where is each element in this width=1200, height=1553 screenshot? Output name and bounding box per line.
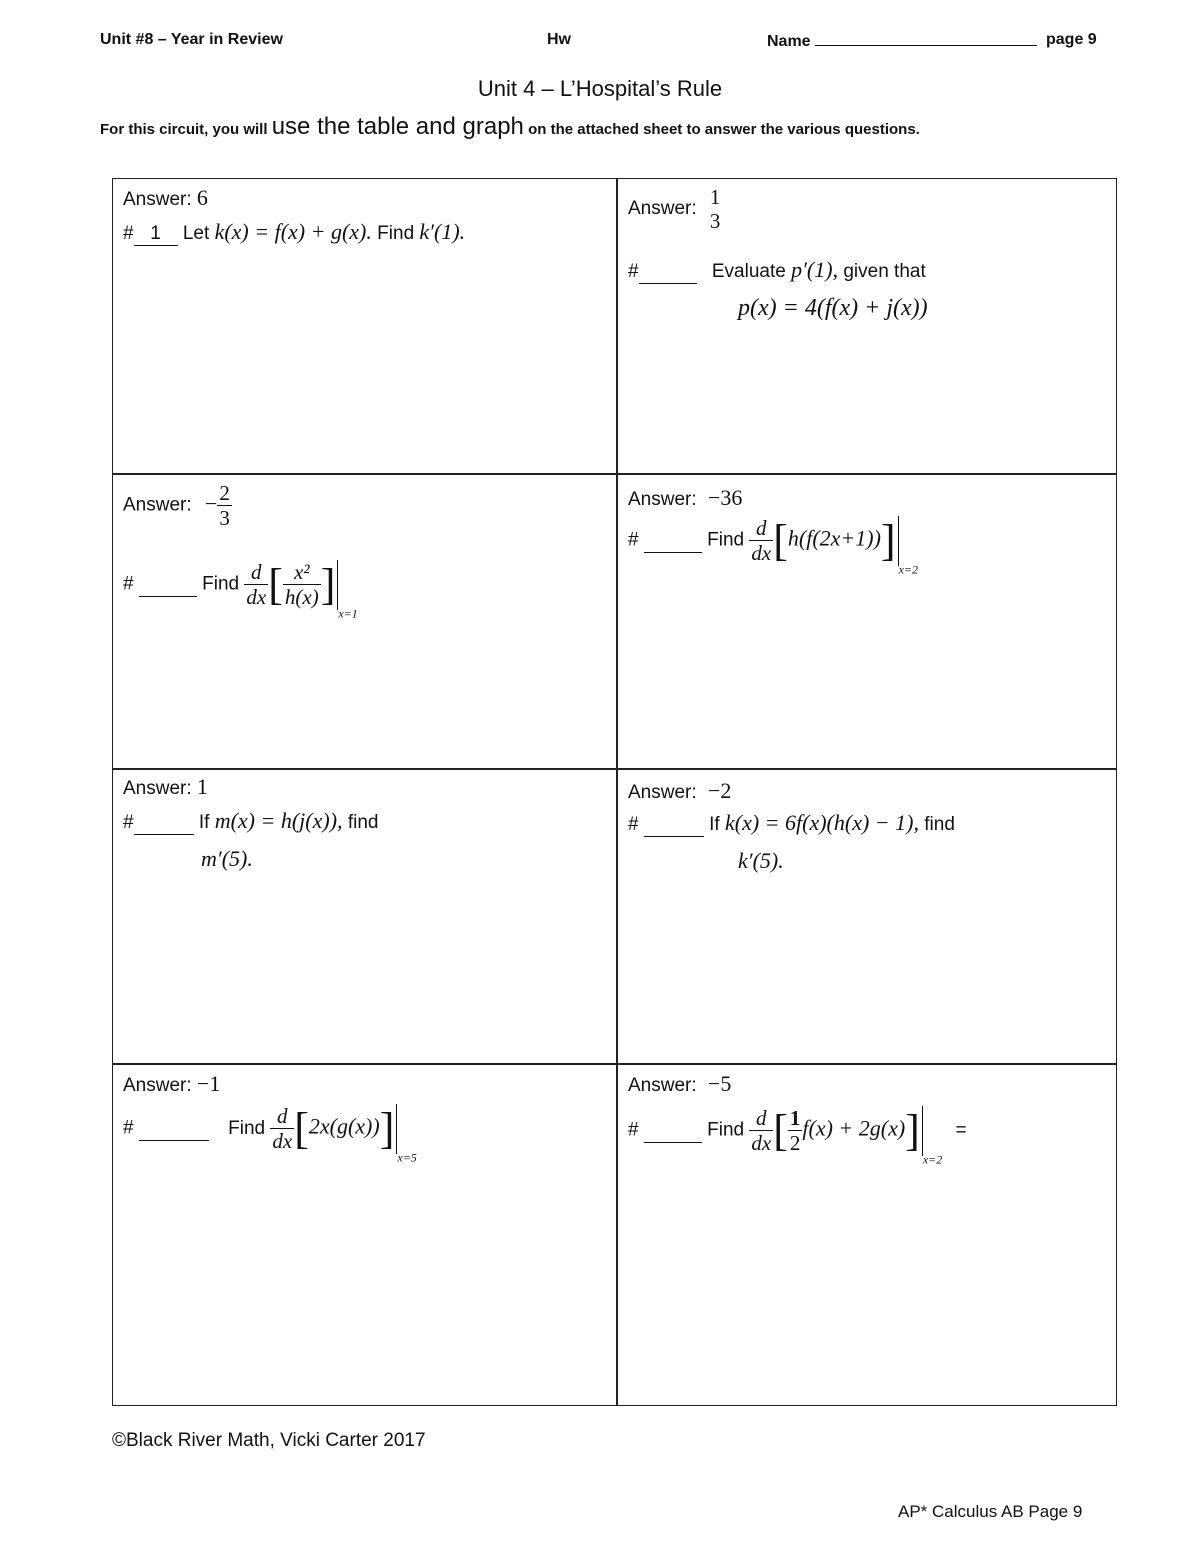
answer-fraction: $\frac{2}{3}$ xyxy=(219,481,230,530)
inner-fraction: $\frac{\text{x²}}{h(x)}$ xyxy=(284,560,319,609)
number-blank[interactable] xyxy=(139,1118,209,1141)
question-text: Find xyxy=(707,1119,745,1141)
question-text-find: find xyxy=(347,812,379,833)
question-text: Find xyxy=(228,1117,266,1139)
header-page: page 9 xyxy=(1046,31,1097,48)
question-text-given: given that xyxy=(843,261,926,282)
circuit-grid xyxy=(112,178,1117,1406)
header-name xyxy=(767,31,1037,51)
evaluation-bar xyxy=(396,1104,397,1154)
number-prefix: # xyxy=(123,573,134,595)
answer-fraction: 1 3 xyxy=(709,185,721,233)
question-row xyxy=(628,1105,967,1168)
answer-label: Answer: xyxy=(123,778,192,799)
question-text: If xyxy=(709,814,720,835)
bracket-close: ] xyxy=(379,1104,395,1153)
answer-label: Answer: xyxy=(628,198,697,220)
instructions-part1: For this circuit, you will xyxy=(100,121,268,138)
evaluation-bar xyxy=(337,560,338,610)
question-expression: k(x) = 6f(x)(h(x) − 1), xyxy=(724,810,919,835)
answer-sign: − xyxy=(204,490,218,516)
instructions-part3: on the attached sheet to answer the various questions. xyxy=(528,121,920,138)
question-target: k′(5). xyxy=(738,848,784,873)
header-unit: Unit #8 – Year in Review xyxy=(100,31,283,48)
derivative-operator: $\frac{d}{dx}$ xyxy=(272,1104,293,1153)
circuit-cell-8 xyxy=(628,1067,1108,1387)
footer: AP* Calculus AB Page 9 xyxy=(898,1502,1083,1521)
evaluation-point: x=2 xyxy=(922,1152,943,1167)
question-target: m′(5). xyxy=(201,846,253,871)
number-blank[interactable] xyxy=(139,574,197,597)
number-blank[interactable] xyxy=(644,1120,702,1143)
question-row xyxy=(123,808,378,835)
answer-row xyxy=(628,485,742,511)
grid-divider-row1 xyxy=(113,473,1116,475)
derivative-operator: $\frac{d}{dx}$ xyxy=(751,1106,772,1155)
question-text-find: Find xyxy=(377,223,415,244)
question-target: k′(1). xyxy=(419,219,466,244)
answer-label: Answer: xyxy=(628,782,697,803)
grid-divider-vertical xyxy=(616,179,618,1405)
circuit-cell-2 xyxy=(628,183,1108,463)
answer-row xyxy=(123,1071,220,1097)
question-text: If xyxy=(198,812,210,833)
number-blank[interactable] xyxy=(639,261,697,284)
evaluation-bar xyxy=(922,1106,923,1156)
question-target-row xyxy=(201,846,253,872)
header-hw: Hw xyxy=(547,31,571,48)
number-prefix: # xyxy=(123,223,134,244)
derivative-operator: $\frac{d}{dx}$ xyxy=(751,516,772,565)
question-row xyxy=(628,515,918,578)
evaluation-bar xyxy=(898,516,899,566)
question-text: Find xyxy=(202,573,240,595)
number-blank[interactable] xyxy=(644,530,702,553)
number-prefix: # xyxy=(628,814,639,835)
question-expression: k(x) = f(x) + g(x). xyxy=(214,219,372,244)
number-prefix: # xyxy=(628,261,639,282)
number-prefix: # xyxy=(123,812,134,833)
page-title: Unit 4 – L’Hospital’s Rule xyxy=(477,76,723,101)
bracket-open: [ xyxy=(773,516,788,565)
number-prefix: # xyxy=(123,1117,134,1139)
question-row xyxy=(123,1103,417,1166)
answer-label: Answer: xyxy=(123,1075,192,1096)
circuit-cell-1 xyxy=(123,183,603,463)
bracket-open: [ xyxy=(268,560,283,609)
instructions-part2: use the table and graph xyxy=(271,113,524,140)
evaluation-point: x=2 xyxy=(898,562,918,577)
inner-expression: h(f(2x+1)) xyxy=(787,525,881,551)
bracket-close: ] xyxy=(880,516,896,565)
question-expression-row xyxy=(738,295,928,322)
inner-expression: 2x(g(x)) xyxy=(308,1113,380,1139)
answer-row xyxy=(123,185,208,211)
number-prefix: # xyxy=(628,529,639,551)
name-blank[interactable] xyxy=(815,31,1037,46)
question-row xyxy=(123,559,358,622)
circuit-cell-3 xyxy=(123,477,603,757)
bracket-close: ] xyxy=(905,1106,920,1155)
answer-value: 6 xyxy=(196,185,208,210)
question-row xyxy=(628,810,955,837)
evaluation-point: x=5 xyxy=(397,1150,417,1165)
derivative-operator: $\frac{d}{dx}$ xyxy=(246,560,267,609)
number-prefix: # xyxy=(628,1119,639,1141)
bracket-open: [ xyxy=(294,1104,309,1153)
answer-value: −36 xyxy=(707,485,743,510)
answer-label: Answer: xyxy=(628,489,697,510)
answer-value: 1 xyxy=(196,774,208,799)
answer-label: Answer: xyxy=(123,494,192,516)
grid-divider-row3 xyxy=(113,1063,1116,1065)
evaluation-point: x=1 xyxy=(338,606,358,621)
answer-label: Answer: xyxy=(123,189,192,210)
half-fraction: $\frac{1}{2}$ xyxy=(789,1106,801,1155)
question-row xyxy=(123,219,465,246)
question-expression: m(x) = h(j(x)), xyxy=(214,808,343,833)
equals-sign: = xyxy=(955,1119,967,1141)
number-blank[interactable]: 1 xyxy=(134,223,178,246)
number-blank[interactable] xyxy=(644,814,704,837)
question-text-find: find xyxy=(924,814,955,835)
inner-expression: f(x) + 2g(x) xyxy=(802,1115,906,1141)
circuit-cell-6 xyxy=(628,772,1108,1052)
number-blank[interactable] xyxy=(134,812,194,835)
grid-divider-row2 xyxy=(113,768,1116,770)
question-text: Find xyxy=(707,529,745,551)
question-target: p′(1), xyxy=(791,257,839,282)
circuit-cell-7 xyxy=(123,1067,603,1387)
answer-label: Answer: xyxy=(628,1075,697,1096)
answer-row xyxy=(123,774,208,800)
question-text: Evaluate xyxy=(711,261,786,282)
circuit-cell-5 xyxy=(123,772,603,1052)
answer-row xyxy=(628,185,722,233)
instructions xyxy=(100,113,920,141)
answer-value: −1 xyxy=(196,1071,221,1096)
answer-row xyxy=(628,778,731,804)
copyright: ©Black River Math, Vicki Carter 2017 xyxy=(112,1430,426,1451)
answer-value: −5 xyxy=(707,1071,732,1096)
question-row xyxy=(628,257,926,284)
question-expression: p(x) = 4(f(x) + j(x)) xyxy=(738,295,928,321)
circuit-cell-4 xyxy=(628,477,1108,757)
answer-row xyxy=(123,481,232,530)
answer-row xyxy=(628,1071,731,1097)
name-label: Name xyxy=(767,33,811,50)
question-target-row xyxy=(738,848,784,874)
bracket-open: [ xyxy=(773,1106,788,1155)
bracket-close: ] xyxy=(320,560,336,609)
question-text: Let xyxy=(182,223,210,244)
answer-value: −2 xyxy=(707,778,732,803)
